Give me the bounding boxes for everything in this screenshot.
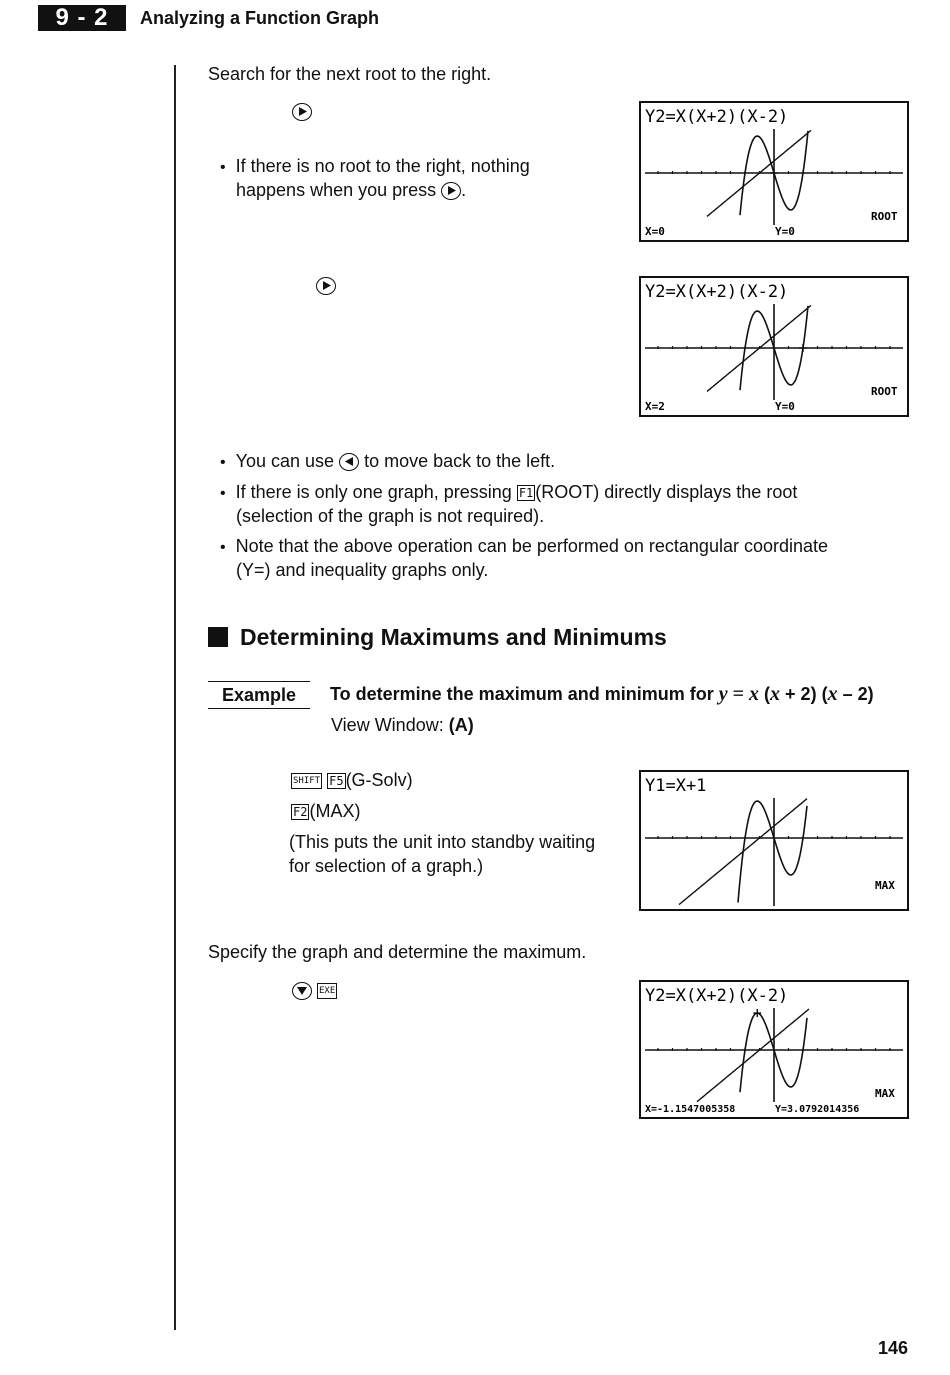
- note-one-graph: • If there is only one graph, pressing F1 (ROOT) directly displays the root: [220, 482, 798, 502]
- section-heading: Determining Maximums and Minimums: [208, 624, 667, 651]
- example-label: Example: [208, 681, 310, 709]
- calculator-screen-max-result: [639, 980, 909, 1119]
- calculator-screen-root-2: [639, 276, 909, 417]
- standby-note: (This puts the unit into standby waiting: [289, 832, 596, 852]
- linear-graph: [679, 799, 807, 905]
- f5-key-icon: F5: [329, 774, 344, 789]
- left-arrow-key-icon: [339, 453, 359, 471]
- screen-title: Y1=X+1: [645, 776, 707, 796]
- note-move-left: • You can use to move back to the left.: [220, 451, 556, 471]
- f2-key-icon: F2: [293, 805, 308, 820]
- right-arrow-key-icon: [292, 103, 312, 121]
- note-one-graph-line2: (selection of the graph is not required).: [236, 506, 545, 526]
- note-no-root: • If there is no root to the right, nothing: [220, 156, 530, 176]
- screen-y-readout: Y=0: [775, 400, 795, 413]
- screen-x-readout: X=0: [645, 225, 665, 238]
- linear-graph: [697, 1009, 809, 1102]
- screen-title: Y2=X(X+2)(X-2): [645, 107, 789, 127]
- screen-y-readout: Y=0: [775, 225, 795, 238]
- step-instruction-max: Specify the graph and determine the maximum.: [208, 942, 587, 962]
- step-instruction-root: Search for the next root to the right.: [208, 64, 492, 84]
- standby-note-line2: for selection of a graph.): [289, 856, 484, 876]
- calculator-screen-root-1: [639, 101, 909, 242]
- note-no-root-line2: happens when you press .: [236, 180, 467, 200]
- calculator-screen-max-select: [639, 770, 909, 911]
- screen-mode: ROOT: [871, 210, 898, 223]
- screen-x-readout: X=2: [645, 400, 665, 413]
- square-bullet-icon: [208, 627, 228, 647]
- screen-title: Y2=X(X+2)(X-2): [645, 282, 789, 302]
- screen-mode: MAX: [875, 1087, 895, 1100]
- note-rectangular: • Note that the above operation can be performed on rectangular coordinate: [220, 536, 829, 556]
- note-rectangular-line2: (Y=) and inequality graphs only.: [236, 560, 489, 580]
- shift-key-icon: SHIFT: [291, 773, 322, 789]
- screen-y-readout: Y=3.0792014356: [775, 1104, 860, 1115]
- example-description: To determine the maximum and minimum for y = x (x + 2) (x – 2): [330, 683, 874, 705]
- section-title: Analyzing a Function Graph: [140, 8, 380, 28]
- margin-rule: [174, 65, 176, 1330]
- view-window: View Window: (A): [331, 715, 474, 735]
- screen-mode: ROOT: [871, 385, 898, 398]
- page-number: 146: [877, 1338, 908, 1358]
- key-sequence-select: [292, 978, 337, 1002]
- down-arrow-key-icon: [292, 982, 312, 1000]
- cubic-curve: [738, 801, 807, 902]
- section-number-badge: 9 - 2: [38, 5, 126, 31]
- right-arrow-key-icon: [316, 277, 336, 295]
- screen-title: Y2=X(X+2)(X-2): [645, 986, 789, 1006]
- right-arrow-key-icon: [441, 182, 461, 200]
- exe-key-icon: EXE: [317, 983, 337, 999]
- key-sequence-max: F2 (MAX): [293, 801, 361, 821]
- key-sequence-gsolv: SHIFT F5 (G-Solv): [293, 770, 413, 790]
- screen-mode: MAX: [875, 879, 895, 892]
- f1-key-icon: F1: [518, 486, 534, 501]
- screen-x-readout: X=-1.1547005358: [645, 1104, 736, 1115]
